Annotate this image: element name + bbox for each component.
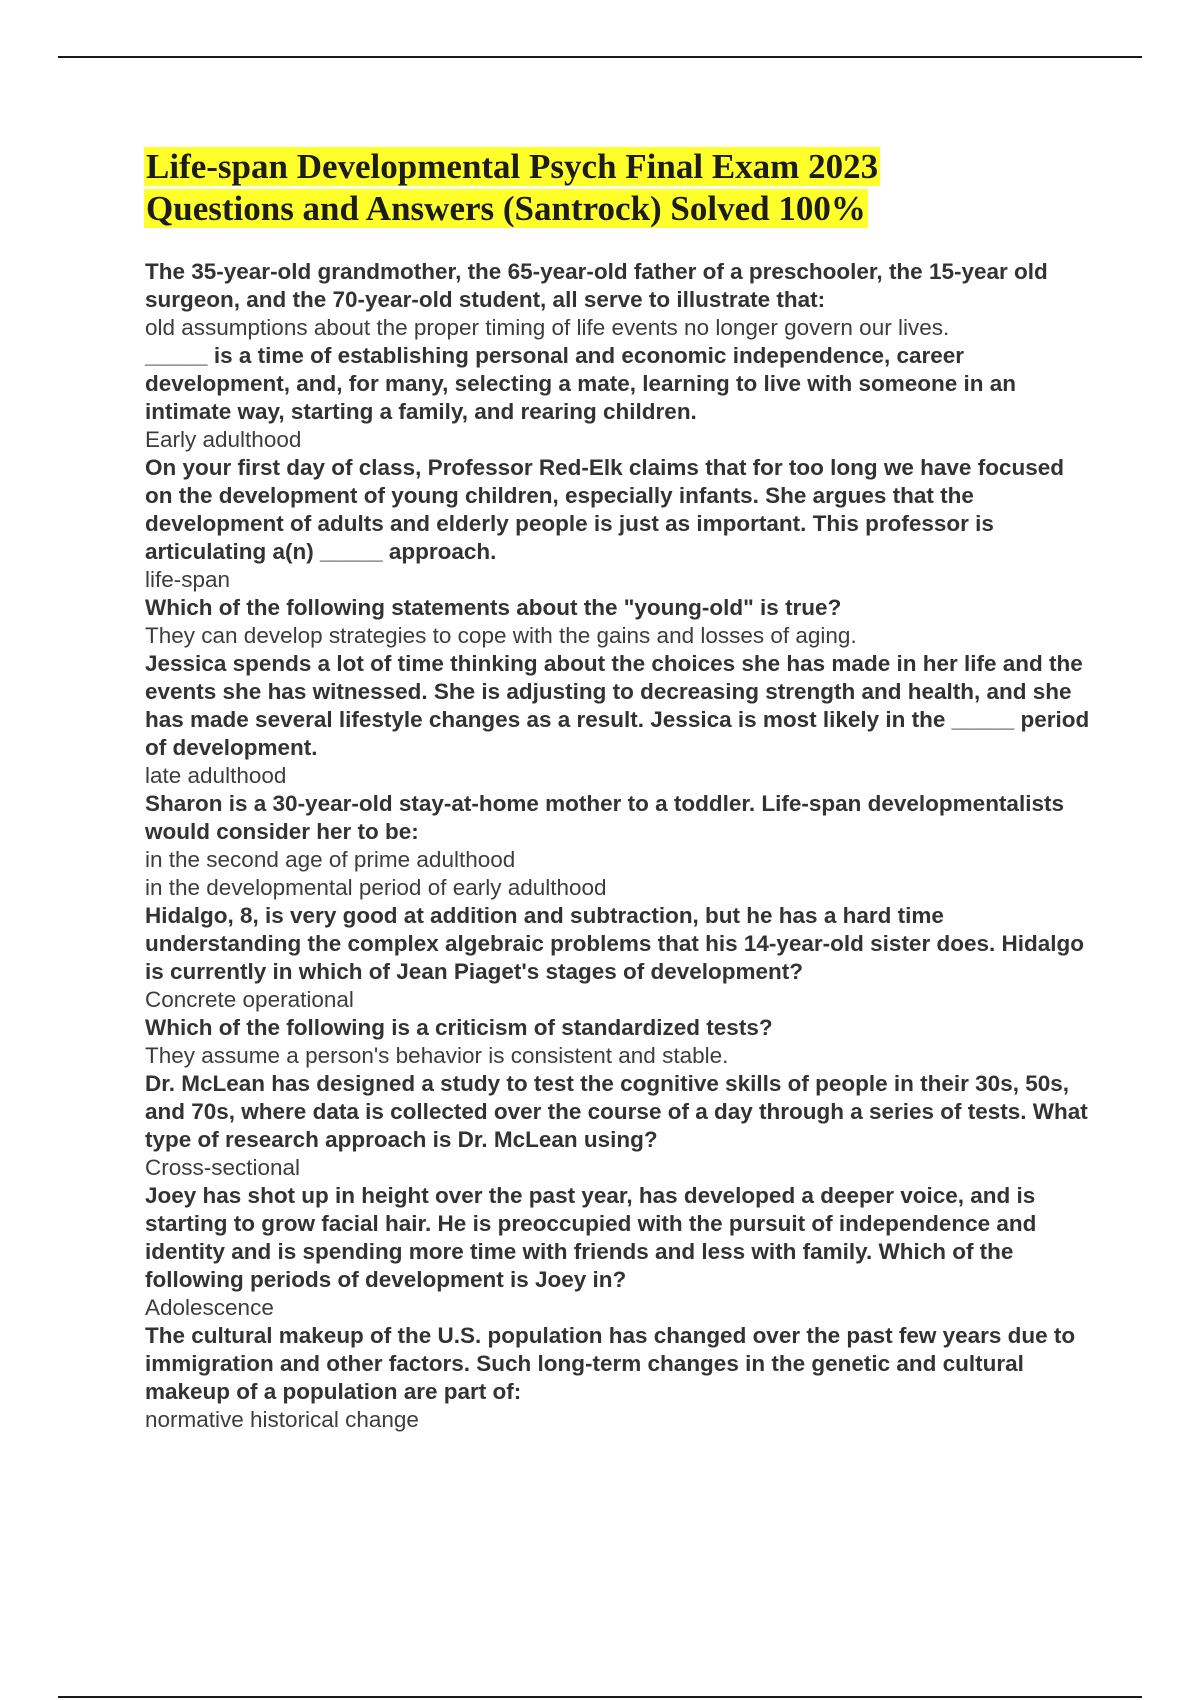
answer-3: life-span xyxy=(145,567,231,592)
question-6: Sharon is a 30-year-old stay-at-home mother to a toddler. Life-span developmentalists would consider her to be: xyxy=(145,791,1064,844)
answer-7: Concrete operational xyxy=(145,987,354,1012)
question-5: Jessica spends a lot of time thinking about the choices she has made in her life and the events she has witnessed. She is adjusting to decreasing strength and health, and she has made several lifestyle changes as a result. Jessica is most likely in the _____ period of development. xyxy=(145,651,1090,760)
bottom-rule xyxy=(58,1696,1142,1698)
question-10: Joey has shot up in height over the past year, has developed a deeper voice, and is starting to grow facial hair. He is preoccupied with the pursuit of independence and identity and is spending more time with friends and less with family. Which of the following periods of development is Joey in? xyxy=(145,1183,1037,1292)
question-4: Which of the following statements about the "young-old" is true? xyxy=(145,595,842,620)
answer-2: Early adulthood xyxy=(145,427,302,452)
answer-8: They assume a person's behavior is consistent and stable. xyxy=(145,1043,729,1068)
question-2: _____ is a time of establishing personal and economic independence, career development, and, for many, selecting a mate, learning to live with someone in an intimate way, starting a family, and rearing children. xyxy=(145,343,1017,424)
qa-list xyxy=(145,258,1090,1434)
question-3: On your first day of class, Professor Red-Elk claims that for too long we have focused on the development of young children, especially infants. She argues that the development of adults and elderly people is just as important. This professor is articulating a(n) _____ approach. xyxy=(145,455,1064,564)
top-rule xyxy=(58,56,1142,58)
answer-4: They can develop strategies to cope with the gains and losses of aging. xyxy=(145,623,857,648)
question-7: Hidalgo, 8, is very good at addition and subtraction, but he has a hard time understanding the complex algebraic problems that his 14-year-old sister does. Hidalgo is currently in which of Jean Piaget's stages of development? xyxy=(145,903,1084,984)
answer-6a: in the second age of prime adulthood xyxy=(145,847,516,872)
question-11: The cultural makeup of the U.S. population has changed over the past few years due to immigration and other factors. Such long-term changes in the genetic and cultural makeup of a population are part of: xyxy=(145,1323,1076,1404)
title-line-1: Life-span Developmental Psych Final Exam 2023 xyxy=(146,147,879,186)
answer-6b: in the developmental period of early adulthood xyxy=(145,875,607,900)
question-1: The 35-year-old grandmother, the 65-year-old father of a preschooler, the 15-year old surgeon, and the 70-year-old student, all serve to illustrate that: xyxy=(145,259,1048,312)
title-line-2: Questions and Answers (Santrock) Solved 100% xyxy=(146,189,866,228)
answer-10: Adolescence xyxy=(145,1295,274,1320)
answer-9: Cross-sectional xyxy=(145,1155,301,1180)
answer-5: late adulthood xyxy=(145,763,287,788)
question-9: Dr. McLean has designed a study to test the cognitive skills of people in their 30s, 50s, and 70s, where data is collected over the course of a day through a series of tests. What type of research approach is Dr. McLean using? xyxy=(145,1071,1088,1152)
document-title xyxy=(144,146,880,230)
question-8: Which of the following is a criticism of standardized tests? xyxy=(145,1015,773,1040)
answer-11: normative historical change xyxy=(145,1407,419,1432)
answer-1: old assumptions about the proper timing of life events no longer govern our lives. xyxy=(145,315,950,340)
